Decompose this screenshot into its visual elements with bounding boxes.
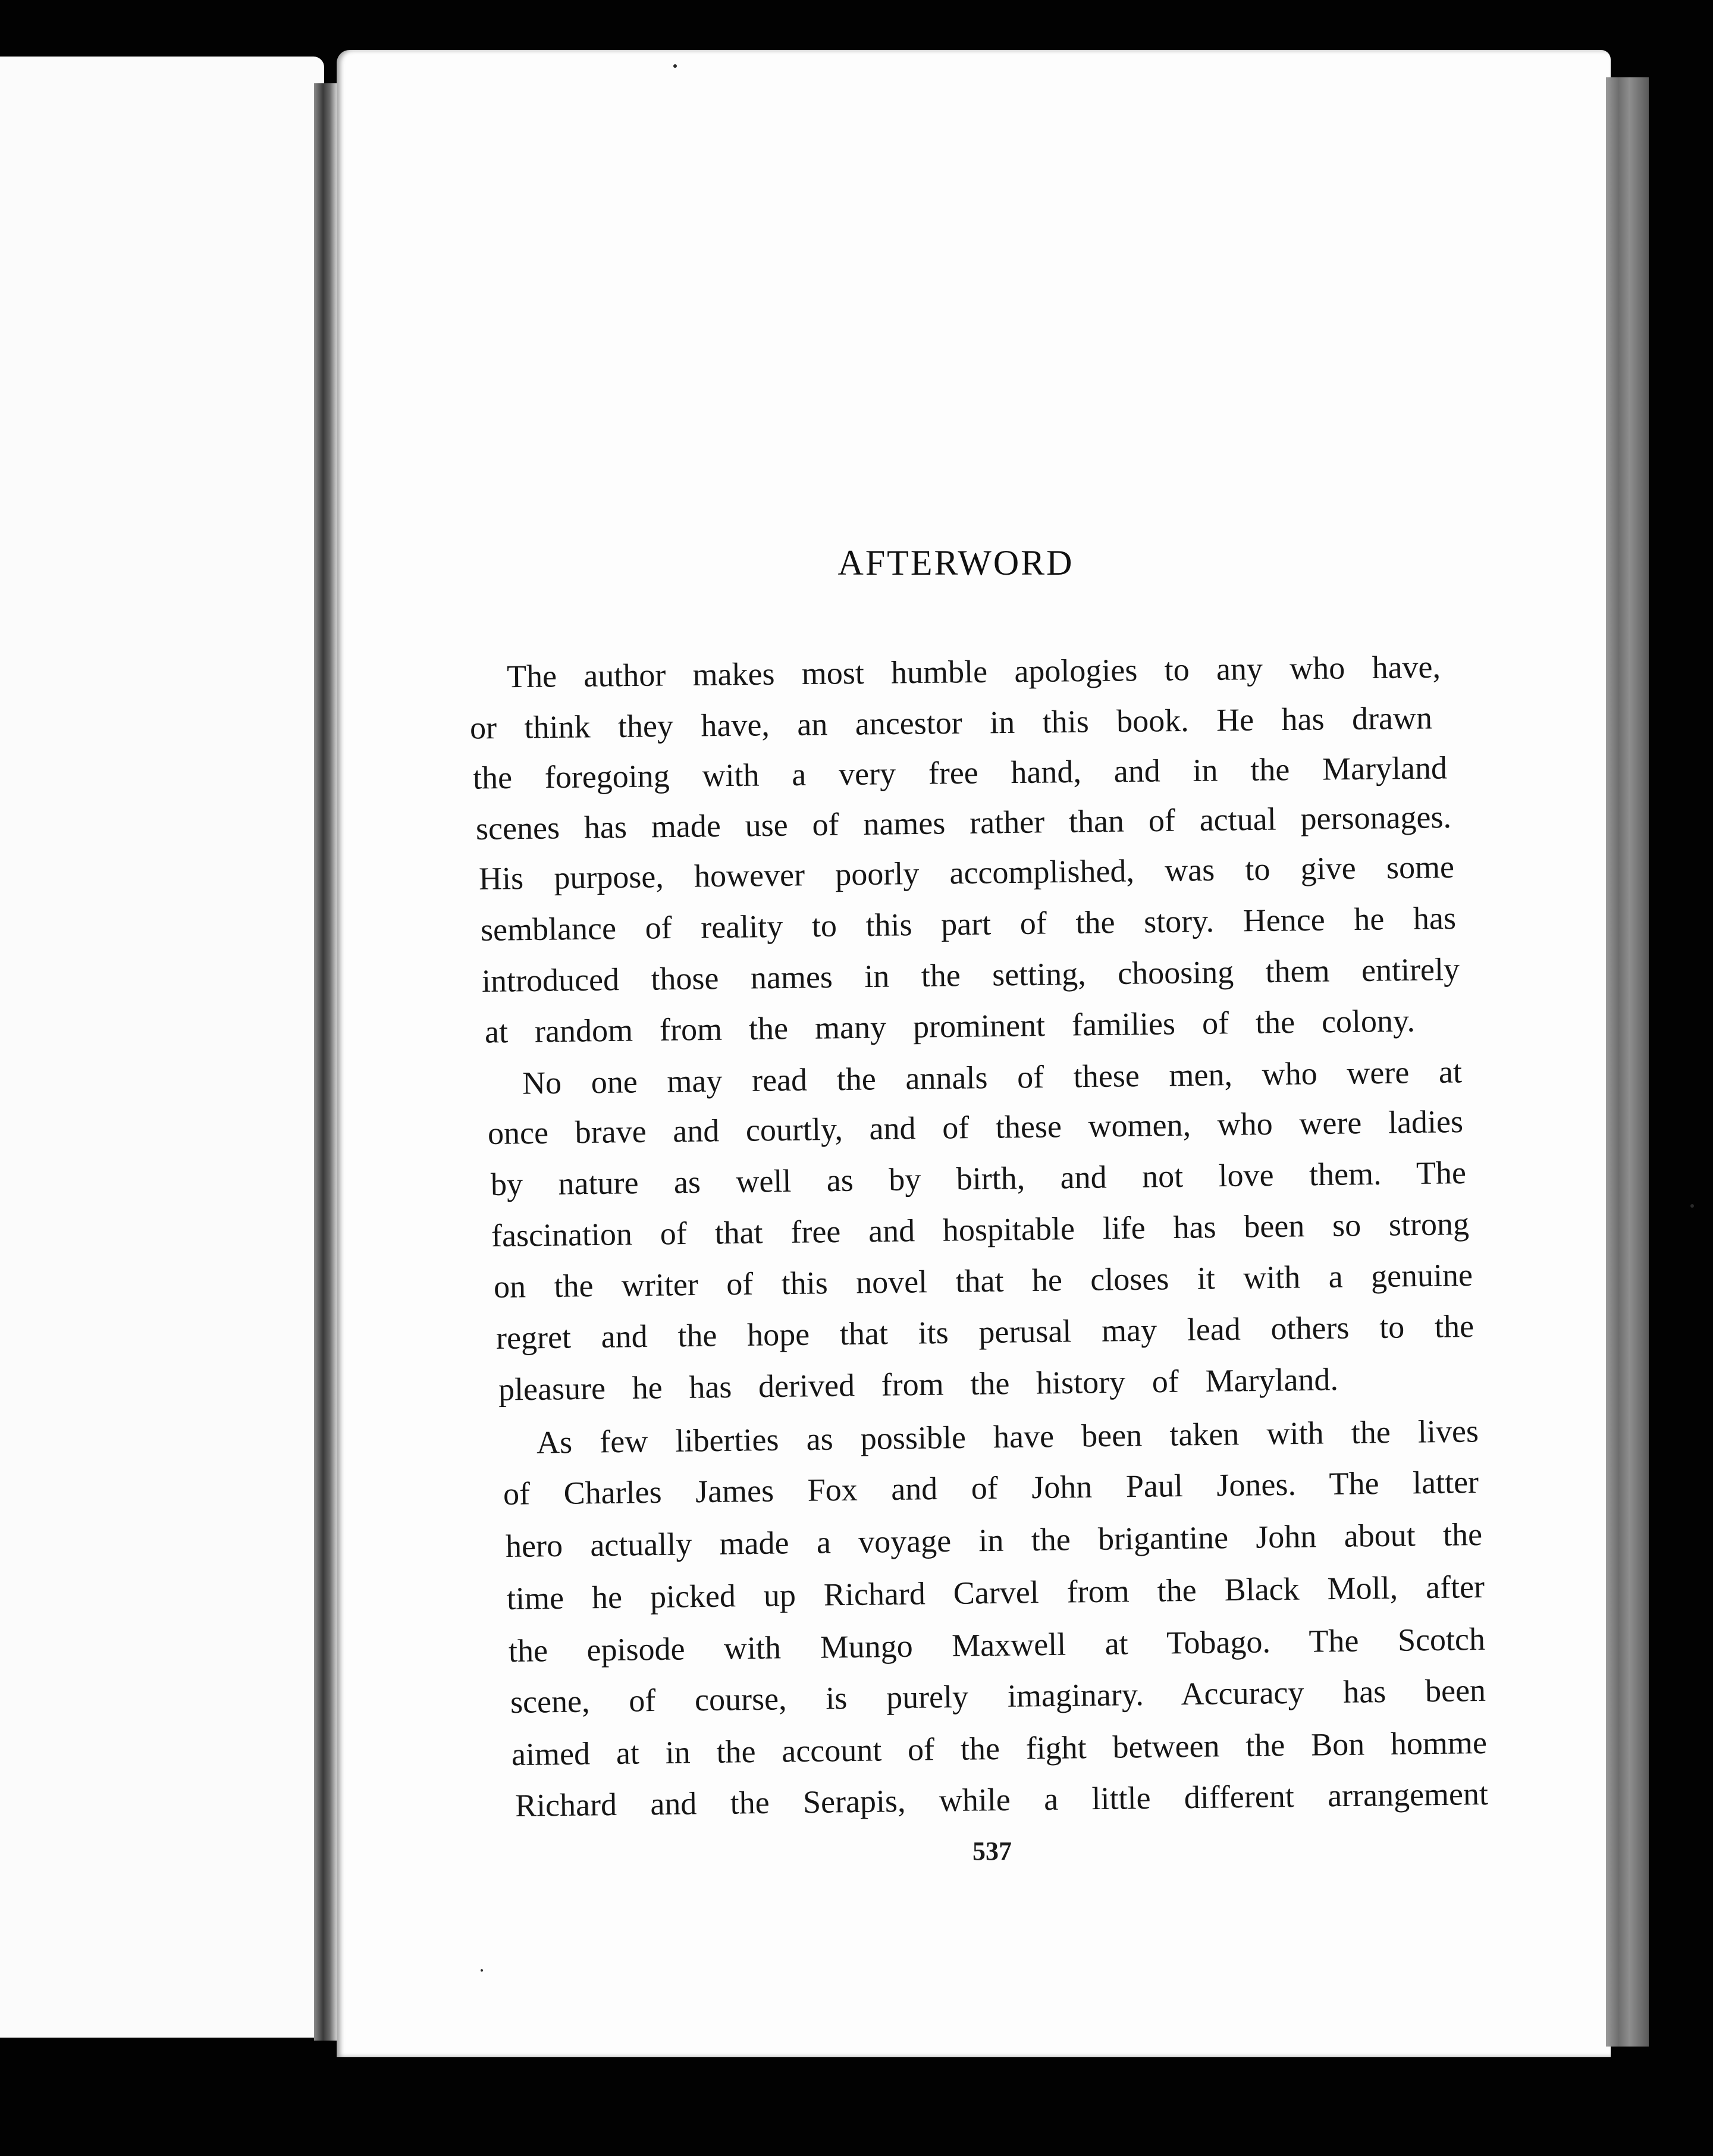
text-line: pleasure he has derived from the history of Maryland. bbox=[498, 1361, 1339, 1408]
text-line: semblance of reality to this part of the story. Hence he has bbox=[480, 900, 1457, 948]
text-line: the foregoing with a very free hand, and in the Maryland bbox=[472, 750, 1448, 796]
text-line: aimed at in the account of the fight between the Bon homme bbox=[511, 1724, 1488, 1773]
book-gutter bbox=[314, 83, 337, 2041]
text-line: time he picked up Richard Carvel from the Black Moll, after bbox=[506, 1568, 1485, 1617]
text-line: on the writer of this novel that he closes it with a genuine bbox=[493, 1256, 1473, 1305]
text-line: scene, of course, is purely imaginary. Accuracy has been bbox=[510, 1672, 1486, 1721]
chapter-title: AFTERWORD bbox=[837, 543, 1074, 582]
text-line: the episode with Mungo Maxwell at Tobago. The Scotch bbox=[508, 1621, 1486, 1669]
dust-speck bbox=[481, 1969, 483, 1972]
text-line: No one may read the annals of these men, who were at bbox=[522, 1054, 1463, 1101]
page-fore-edge bbox=[1606, 77, 1649, 2047]
text-line: or think they have, an ancestor in this book. He has drawn bbox=[469, 700, 1433, 746]
text-line: scenes has made use of names rather than of actual personages. bbox=[475, 798, 1452, 847]
dust-speck bbox=[1690, 1204, 1694, 1208]
text-line: at random from the many prominent families of the colony. bbox=[484, 1002, 1416, 1050]
text-line: by nature as well as by birth, and not love them. The bbox=[490, 1154, 1467, 1203]
text-line: introduced those names in the setting, choosing them entirely bbox=[481, 951, 1460, 999]
text-line: of Charles James Fox and of John Paul Jones. The latter bbox=[503, 1464, 1479, 1512]
text-line: The author makes most humble apologies to any who have, bbox=[506, 648, 1441, 695]
text-line: Richard and the Serapis, while a little different arrangement bbox=[514, 1776, 1489, 1823]
text-line: As few liberties as possible have been taken with the lives bbox=[536, 1413, 1479, 1461]
text-line: fascination of that free and hospitable life has been so strong bbox=[491, 1205, 1470, 1254]
text-line: regret and the hope that its perusal may lead others to the bbox=[495, 1308, 1474, 1356]
page-number: 537 bbox=[972, 1837, 1012, 1866]
dust-speck bbox=[673, 64, 677, 68]
text-line: once brave and courtly, and of these women, who were ladies bbox=[487, 1103, 1464, 1152]
text-line: hero actually made a voyage in the brigantine John about the bbox=[505, 1516, 1483, 1565]
text-line: His purpose, however poorly accomplished, was to give some bbox=[478, 848, 1455, 897]
left-page-blank bbox=[0, 57, 324, 2038]
